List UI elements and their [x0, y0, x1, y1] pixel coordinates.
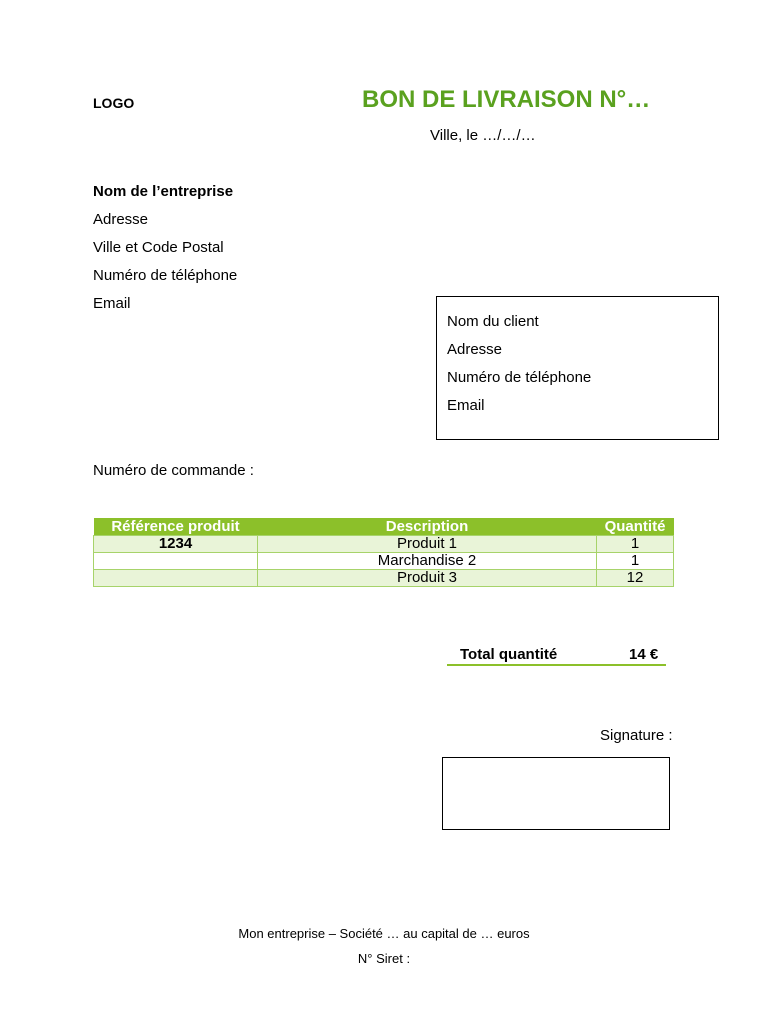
client-name: Nom du client — [447, 313, 539, 330]
total-quantity-row — [447, 646, 666, 666]
signature-box[interactable] — [442, 757, 670, 830]
table-header-row — [94, 518, 674, 536]
total-quantity-label: Total quantité — [460, 646, 558, 663]
company-address: Adresse — [93, 211, 149, 228]
items-table — [93, 518, 674, 587]
client-address: Adresse — [447, 341, 503, 358]
company-info — [93, 182, 237, 322]
cell-reference: 1234 — [94, 536, 258, 553]
signature-label: Signature : — [600, 727, 673, 744]
cell-description: Marchandise 2 — [258, 553, 597, 570]
footer-siret-line: N° Siret : — [357, 951, 411, 966]
document-title: BON DE LIVRAISON N°… — [362, 86, 651, 113]
total-quantity-value: 14 € — [629, 646, 659, 663]
company-phone: Numéro de téléphone — [93, 267, 238, 284]
cell-description: Produit 3 — [258, 570, 597, 587]
place-date: Ville, le …/…/… — [430, 127, 536, 144]
cell-reference — [94, 553, 258, 570]
client-phone: Numéro de téléphone — [447, 369, 592, 386]
table-row — [94, 536, 674, 553]
client-email: Email — [447, 397, 485, 414]
table-row — [94, 570, 674, 587]
cell-description: Produit 1 — [258, 536, 597, 553]
company-email: Email — [93, 295, 131, 312]
footer-company-line: Mon entreprise – Société … au capital de … euros — [238, 926, 530, 941]
cell-reference — [94, 570, 258, 587]
client-box — [436, 296, 719, 440]
company-name: Nom de l’entreprise — [93, 183, 234, 200]
column-header-quantity: Quantité — [597, 518, 674, 536]
cell-quantity: 1 — [597, 553, 674, 570]
logo-placeholder: LOGO — [93, 95, 135, 111]
column-header-description: Description — [258, 518, 597, 536]
table-row — [94, 553, 674, 570]
order-number-label: Numéro de commande : — [93, 462, 254, 479]
cell-quantity: 12 — [597, 570, 674, 587]
company-city: Ville et Code Postal — [93, 239, 224, 256]
cell-quantity: 1 — [597, 536, 674, 553]
column-header-reference: Référence produit — [94, 518, 258, 536]
